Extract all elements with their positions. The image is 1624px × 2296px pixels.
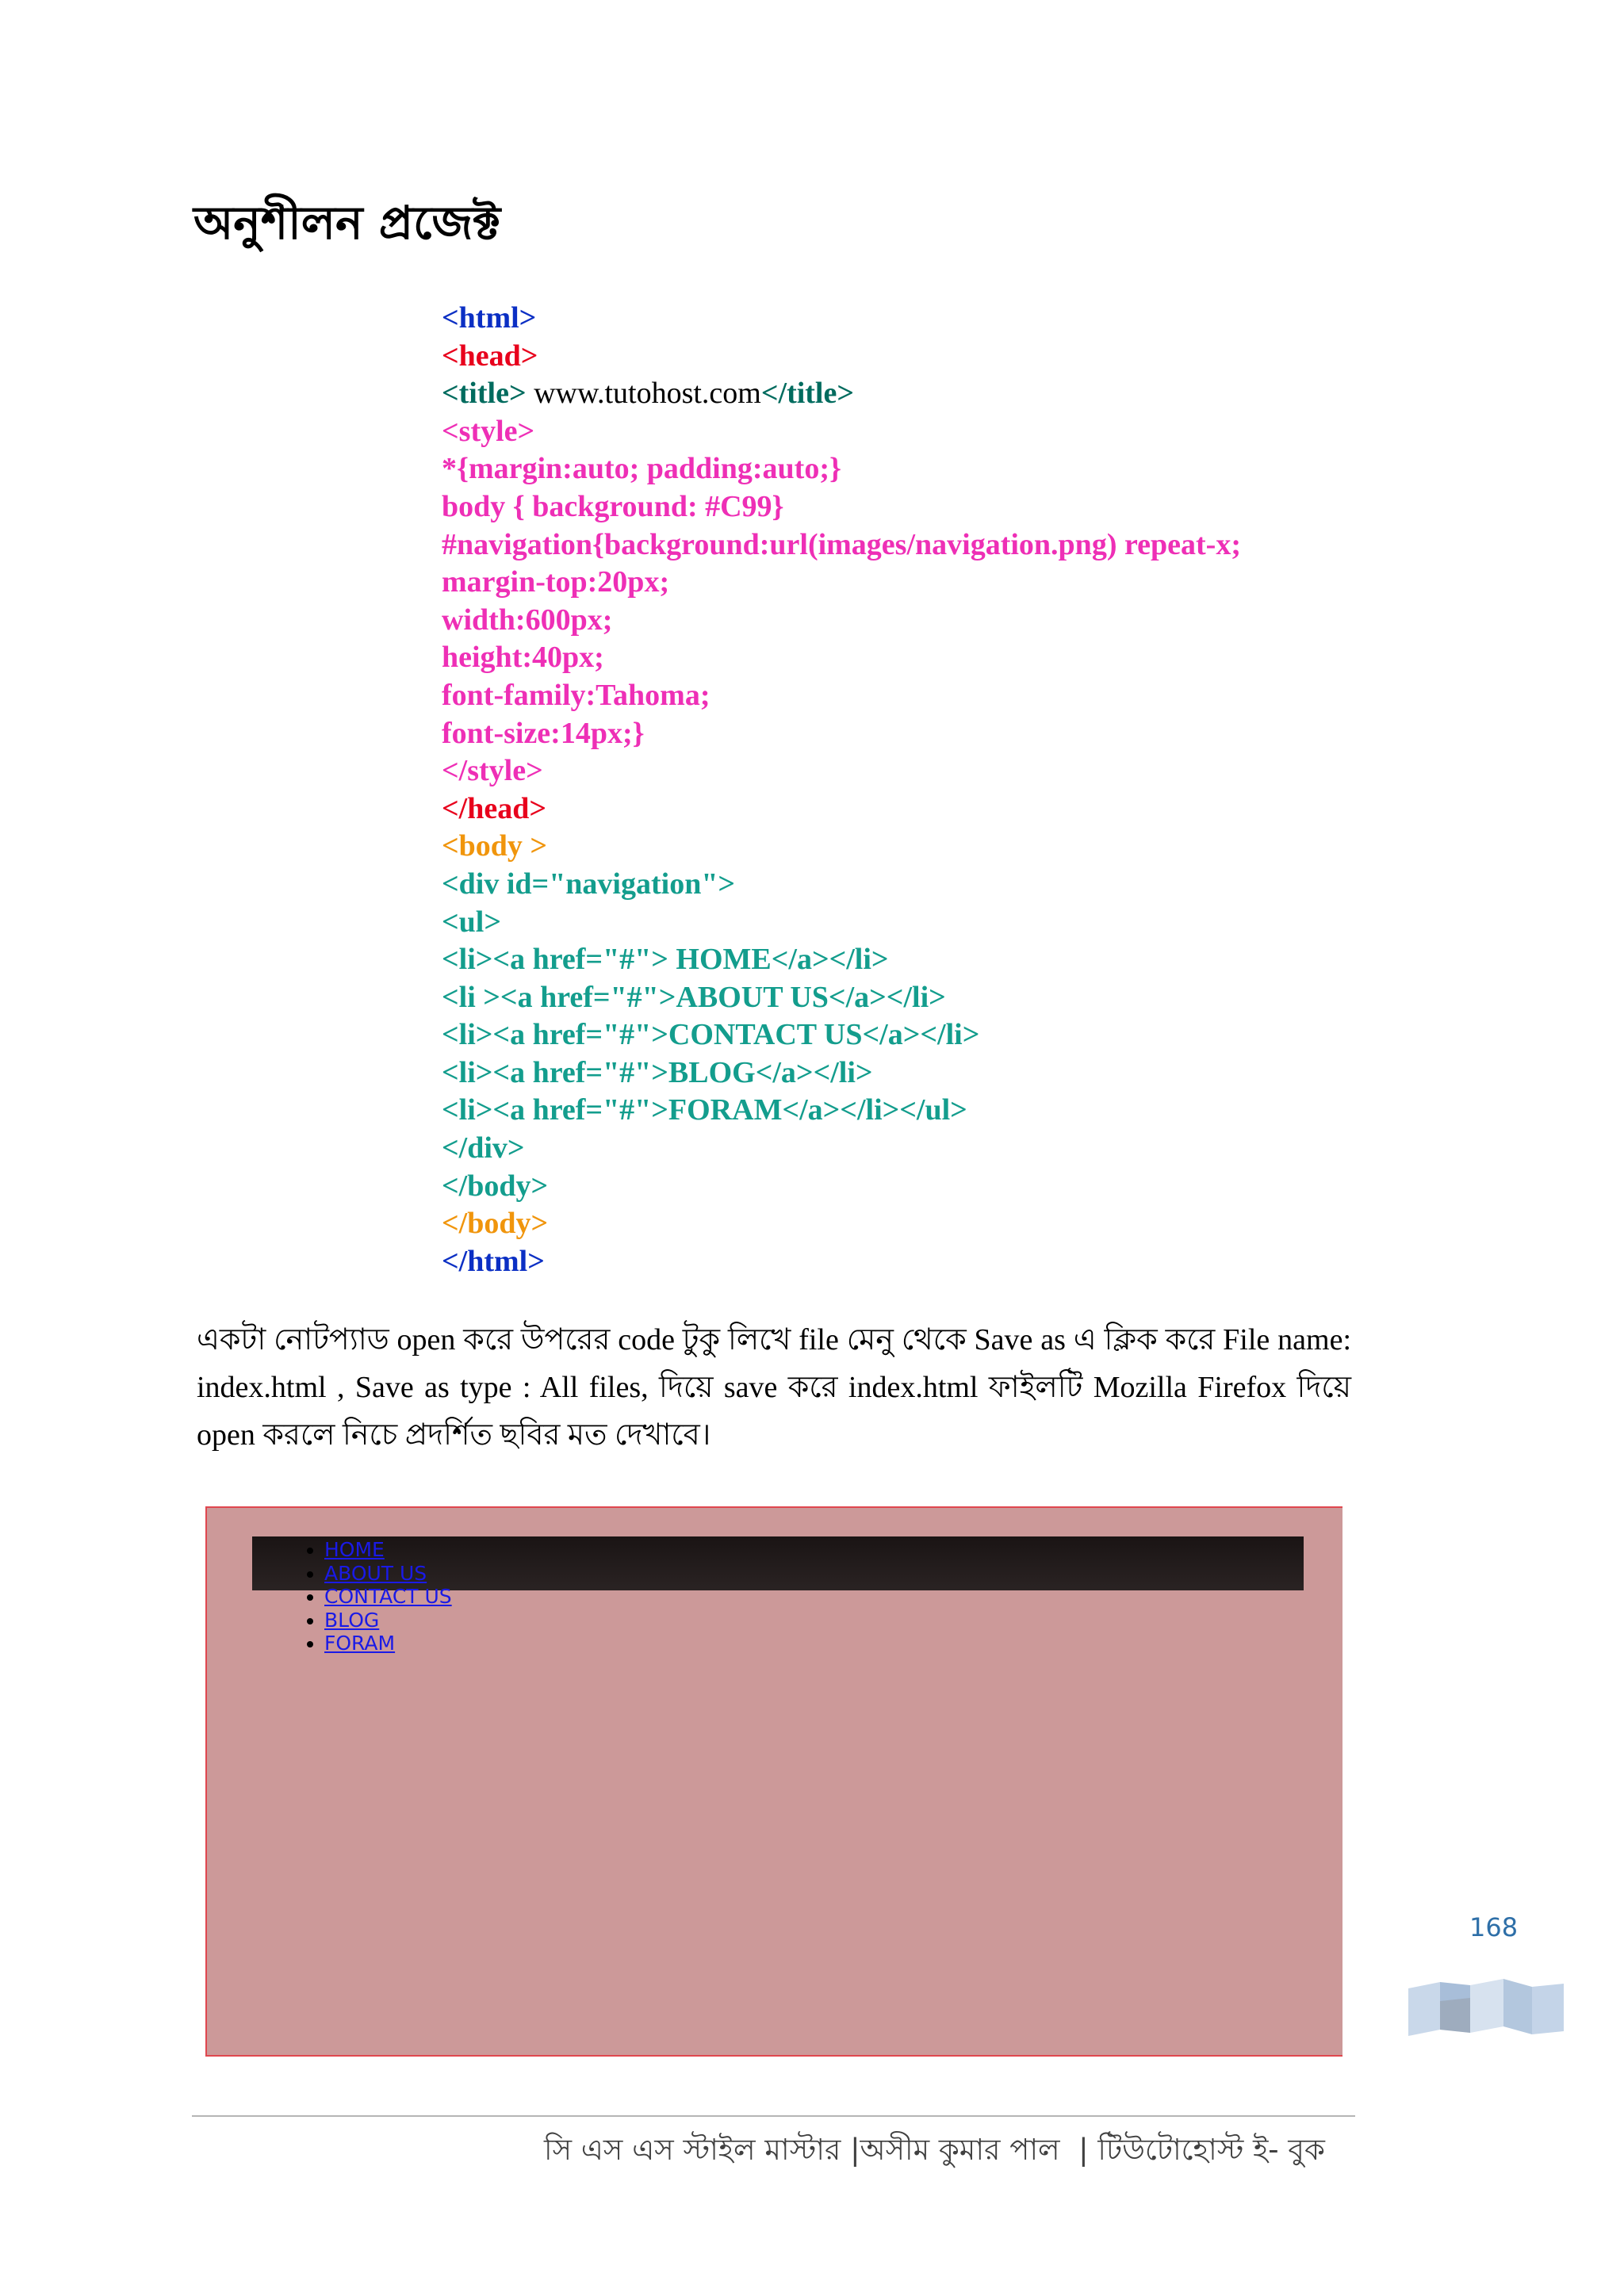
code-line xyxy=(442,602,1241,640)
code-token: <style> xyxy=(442,414,535,448)
code-line xyxy=(442,1016,1241,1054)
code-token: <li><a href="#">BLOG</a></li> xyxy=(442,1055,873,1089)
code-token: font-size:14px;} xyxy=(442,716,645,750)
code-token: <head> xyxy=(442,339,538,373)
code-token: </head> xyxy=(442,791,546,825)
code-token: <div id="navigation"> xyxy=(442,867,736,901)
code-token: height:40px; xyxy=(442,641,604,675)
code-token: </body> xyxy=(442,1169,549,1203)
code-token: <body > xyxy=(442,829,548,863)
code-token: margin-top:20px; xyxy=(442,565,670,599)
nav-list-item xyxy=(324,1538,452,1562)
code-token: *{margin:auto; padding:auto;} xyxy=(442,452,841,486)
footer-divider xyxy=(192,2115,1355,2117)
code-token: <li><a href="#">CONTACT US</a></li> xyxy=(442,1018,980,1052)
code-token: <html> xyxy=(442,301,537,335)
code-line xyxy=(442,1130,1241,1168)
code-line xyxy=(442,1054,1241,1093)
code-token: <li><a href="#">FORAM</a></li></ul> xyxy=(442,1093,967,1127)
nav-list xyxy=(294,1538,452,1655)
code-line xyxy=(442,338,1241,376)
nav-link[interactable]: HOME xyxy=(324,1538,385,1561)
code-line xyxy=(442,1205,1241,1243)
code-line xyxy=(442,375,1241,413)
code-line xyxy=(442,488,1241,526)
code-token: </title> xyxy=(760,377,855,411)
code-line xyxy=(442,564,1241,602)
code-line xyxy=(442,979,1241,1017)
browser-preview-screenshot xyxy=(205,1506,1342,2057)
code-token: </body> xyxy=(442,1207,549,1241)
code-token: </div> xyxy=(442,1131,525,1165)
code-token: <li><a href="#"> HOME</a></li> xyxy=(442,943,889,977)
code-line xyxy=(442,677,1241,715)
code-token: width:600px; xyxy=(442,603,613,637)
code-token: #navigation{background:url(images/navigation.png) repeat-x; xyxy=(442,527,1241,561)
code-token: <title> xyxy=(442,377,527,411)
code-line xyxy=(442,300,1241,338)
nav-link[interactable]: BLOG xyxy=(324,1608,380,1632)
code-line xyxy=(442,752,1241,790)
code-line xyxy=(442,715,1241,753)
instruction-paragraph: একটা নোটপ্যাড open করে উপরের code টুকু লিখে file মেনু থেকে Save as এ ক্লিক করে File name: index.html , Save as type : All files, দিয়ে save করে index.html ফাইলটি Mozilla Firefox দিয়ে open করলে নিচে প্রদর্শিত ছবির মত দেখাবে। xyxy=(197,1323,1351,1452)
code-listing xyxy=(442,300,1241,1280)
code-line xyxy=(442,866,1241,904)
code-line xyxy=(442,941,1241,979)
code-token: <ul> xyxy=(442,905,501,939)
nav-list-item xyxy=(324,1632,452,1655)
page-ribbon-icon xyxy=(1408,1977,1564,2041)
code-line xyxy=(442,828,1241,866)
nav-link[interactable]: FORAM xyxy=(324,1632,396,1655)
nav-link[interactable]: ABOUT US xyxy=(324,1561,427,1585)
page-footer: সি এস এস স্টাইল মাস্টার |অসীম কুমার পাল | টিউটোহোস্ট ই- বুক xyxy=(544,2133,1325,2167)
code-line xyxy=(442,450,1241,488)
page-number: 168 xyxy=(1469,1912,1519,1942)
nav-link[interactable]: CONTACT US xyxy=(324,1585,452,1609)
code-line xyxy=(442,639,1241,677)
nav-list-item xyxy=(324,1562,452,1586)
code-token: body { background: #C99} xyxy=(442,489,784,523)
code-plain-text: www.tutohost.com xyxy=(526,377,761,411)
code-line xyxy=(442,1168,1241,1206)
nav-list-item xyxy=(324,1609,452,1632)
code-token: </style> xyxy=(442,754,543,788)
nav-list-item xyxy=(324,1585,452,1609)
code-line xyxy=(442,1243,1241,1281)
code-line xyxy=(442,904,1241,942)
code-token: font-family:Tahoma; xyxy=(442,678,710,712)
code-line xyxy=(442,790,1241,828)
code-line xyxy=(442,413,1241,451)
code-line xyxy=(442,526,1241,564)
code-line xyxy=(442,1092,1241,1130)
code-token: </html> xyxy=(442,1244,545,1278)
code-token: <li ><a href="#">ABOUT US</a></li> xyxy=(442,980,946,1014)
page-heading: অনুশীলন প্রজেক্ট xyxy=(193,196,501,250)
